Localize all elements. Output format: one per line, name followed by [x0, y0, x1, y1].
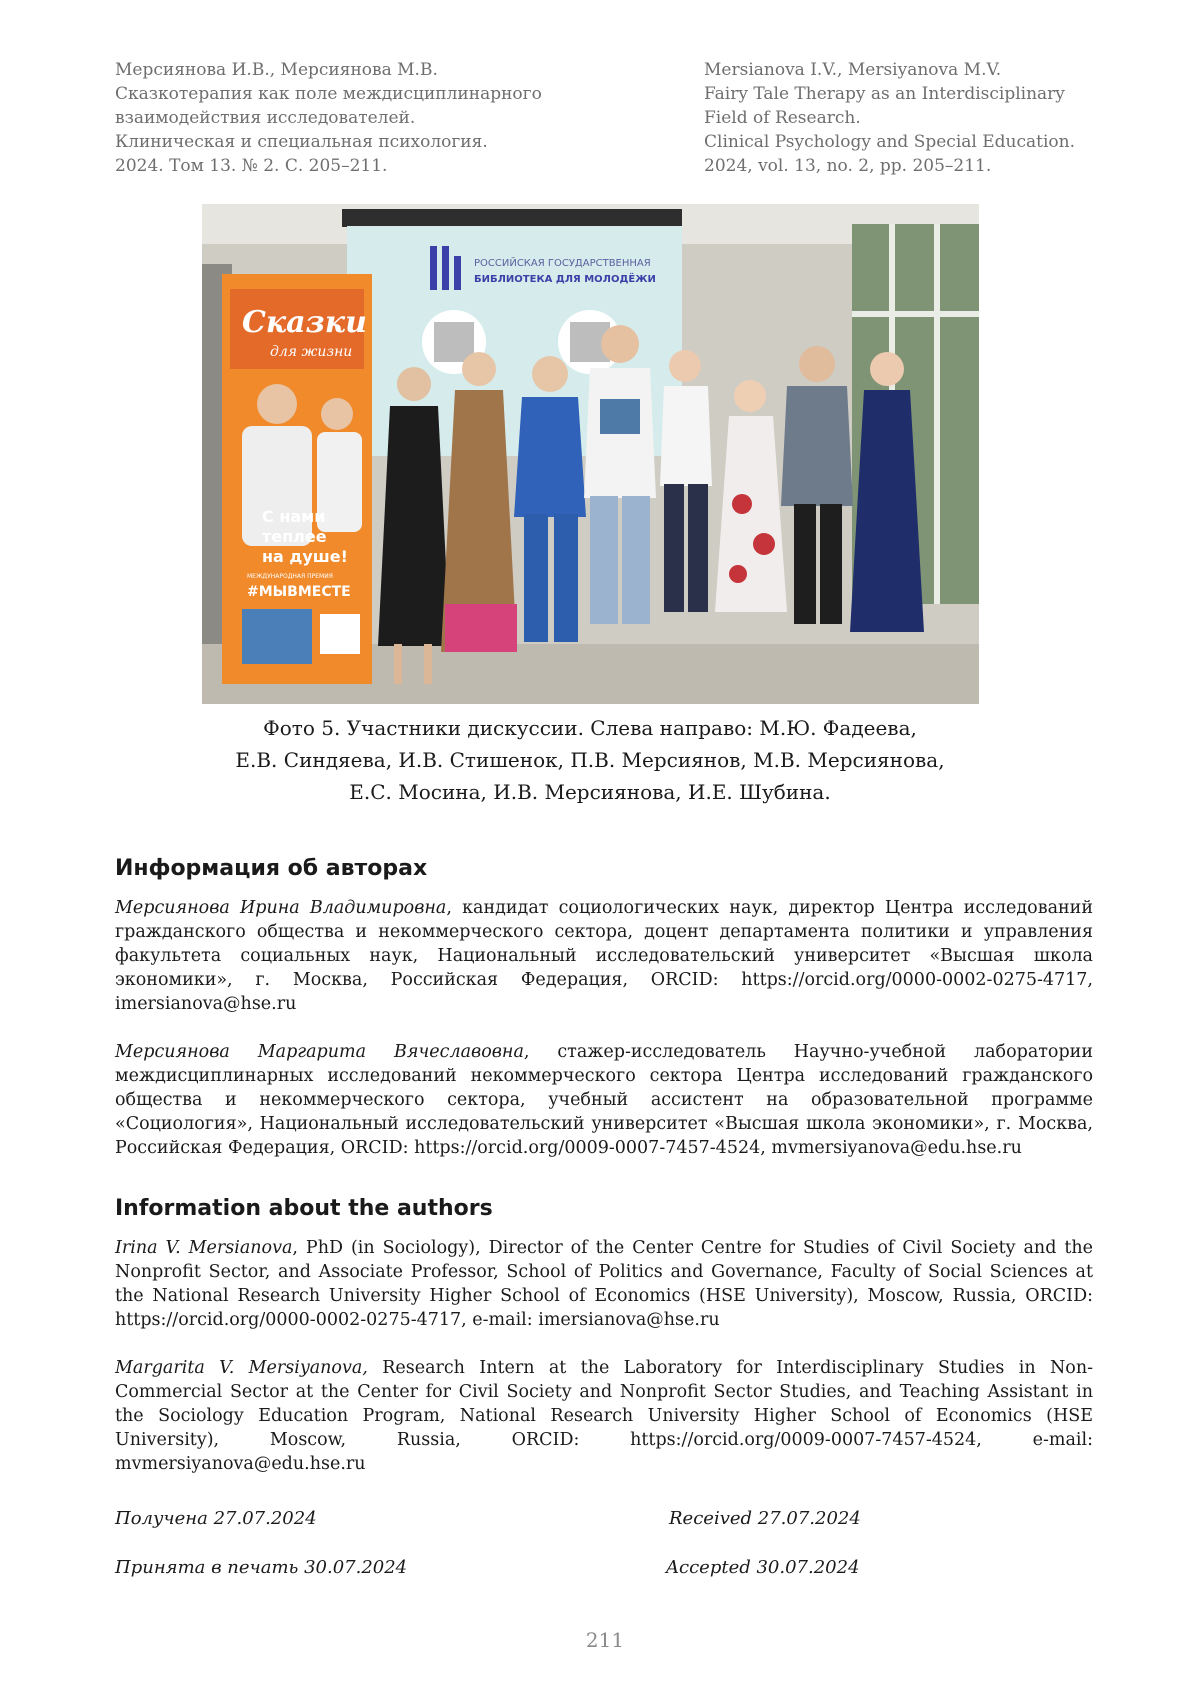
accepted-date-ru: Принята в печать 30.07.2024 [115, 1557, 408, 1578]
accepted-date-en: Accepted 30.07.2024 [666, 1557, 860, 1578]
author-details: , PhD (in Sociology), Director of the Center Centre for Studies of Civil Society and the Nonprofit Sector, and Associate Professor, School of Politics and Governance, Faculty of Social Sciences at the National Research University Higher School of Economics (HSE University), Moscow, Russia, ORCID: https://orcid.org/0000-0002-0275-4717, e-mail: imersianova@hse.ru [115, 1238, 1094, 1330]
header-line: Field of Research. [704, 108, 861, 128]
running-header-ru [115, 58, 542, 178]
author-info-en-2 [115, 1356, 1093, 1476]
banner-title: Сказки [242, 305, 367, 340]
photo-caption [115, 712, 1065, 808]
caption-line: Фото 5. Участники дискуссии. Слева направо: М.Ю. Фадеева, [263, 716, 917, 740]
header-line: 2024. Том 13. № 2. С. 205–211. [115, 156, 388, 176]
banner-hashtag: #МЫВМЕСТЕ [247, 584, 351, 600]
banner-small-text: МЕЖДУНАРОДНАЯ ПРЕМИЯ [247, 573, 333, 580]
author-info-ru-1 [115, 896, 1093, 1016]
header-line: взаимодействия исследователей. [115, 108, 416, 128]
screen-text: БИБЛИОТЕКА ДЛЯ МОЛОДЁЖИ [474, 274, 656, 285]
author-name: Margarita V. Mersiyanova, [115, 1358, 368, 1378]
running-header-en [704, 58, 1075, 178]
author-name: Мерсиянова Ирина Владимировна [115, 898, 447, 918]
section-heading-en: Information about the authors [115, 1196, 493, 1221]
header-line: Fairy Tale Therapy as an Interdisciplinary [704, 84, 1065, 104]
header-line: Мерсиянова И.В., Мерсиянова М.В. [115, 60, 438, 80]
author-info-ru-2 [115, 1040, 1093, 1160]
banner-subtitle: для жизни [270, 344, 353, 360]
banner-slogan: С нами [262, 507, 326, 526]
author-name: Мерсиянова Маргарита Вячеславовна [115, 1042, 524, 1062]
section-heading-ru: Информация об авторах [115, 856, 428, 881]
group-photo-illustration [202, 204, 979, 704]
author-name: Irina V. Mersianova [115, 1238, 293, 1258]
screen-text: РОССИЙСКАЯ ГОСУДАРСТВЕННАЯ [474, 258, 651, 269]
caption-line: Е.В. Синдяева, И.В. Стишенок, П.В. Мерсиянов, М.В. Мерсиянова, [235, 748, 945, 772]
page-number: 211 [585, 1628, 625, 1652]
banner-slogan: на душе! [262, 547, 348, 566]
header-line: Mersianova I.V., Mersiyanova M.V. [704, 60, 1002, 80]
author-details: Research Intern at the Laboratory for Interdisciplinary Studies in Non-Commercial Sector at the Center for Civil Society and Nonprofit Sector Studies, and Teaching Assistant in the Sociology Education Program, National Research University Higher School of Economics (HSE University), Moscow, Russia, ORCID: https://orcid.org/0009-0007-7457-4524, e-mail: mvmersiyanova@edu.hse.ru [115, 1358, 1093, 1474]
header-line: Сказкотерапия как поле междисциплинарного [115, 84, 542, 104]
header-line: Clinical Psychology and Special Education. [704, 132, 1075, 152]
author-info-en-1 [115, 1236, 1093, 1332]
banner-slogan: теплее [262, 527, 327, 546]
group-photo [202, 204, 979, 704]
author-details: , стажер-исследователь Научно-учебной лаборатории междисциплинарных исследований некоммерческого сектора Центра исследований гражданского общества и некоммерческого сектора, учебный ассистент на образовательной программе «Социология», Национальный исследовательский университет «Высшая школа экономики», г. Москва, Российская Федерация, ORCID: https://orcid.org/0009-0007-7457-4524, mvmersiyanova@edu.hse.ru [115, 1042, 1093, 1158]
header-line: Клиническая и специальная психология. [115, 132, 488, 152]
author-details: , кандидат социологических наук, директор Центра исследований гражданского общества и некоммерческого сектора, доцент департамента политики и управления факультета социальных наук, Национальный исследовательский университет «Высшая школа экономики», г. Москва, Российская Федерация, ORCID: https://orcid.org/0000-0002-0275-4717, imersianova@hse.ru [115, 898, 1093, 1014]
header-line: 2024, vol. 13, no. 2, pp. 205–211. [704, 156, 992, 176]
caption-line: Е.С. Мосина, И.В. Мерсиянова, И.Е. Шубина. [349, 780, 831, 804]
received-date-ru: Получена 27.07.2024 [115, 1508, 317, 1529]
received-date-en: Received 27.07.2024 [669, 1508, 861, 1529]
